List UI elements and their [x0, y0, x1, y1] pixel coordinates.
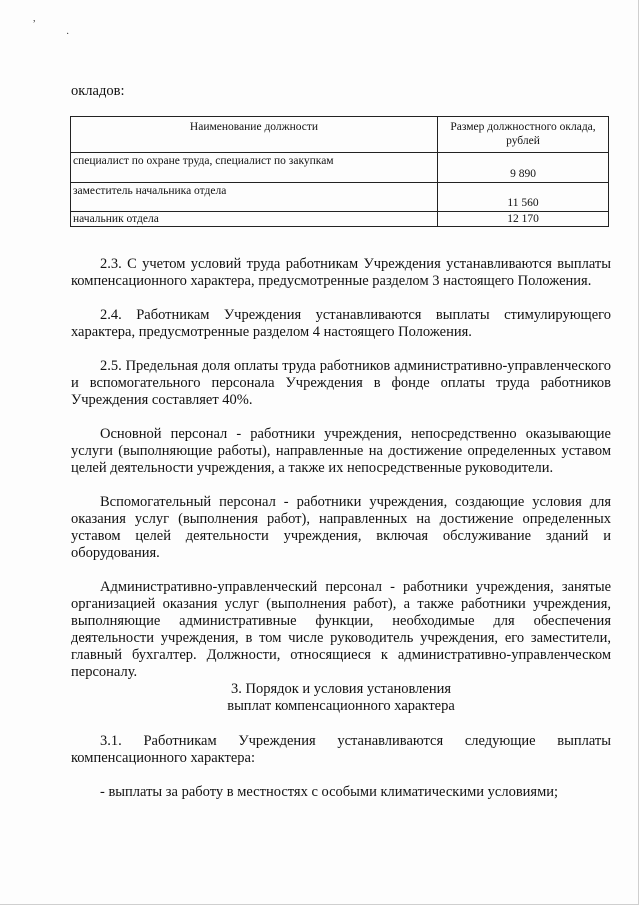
table-row	[71, 212, 609, 227]
cell-position: заместитель начальника отдела	[71, 183, 438, 212]
paragraph-main-staff: Основной персонал - работники учреждения, непосредственно оказывающие услуги (выполняющие работы), направленные на достижение определенных уставом целей деятельности учреждения, а также их непосредственные руководители.	[71, 426, 611, 476]
lead-text: окладов:	[71, 83, 125, 99]
section-title-line1: 3. Порядок и условия установления	[230, 681, 452, 697]
paragraph-3-1: 3.1. Работникам Учреждения устанавливаются следующие выплаты компенсационного характера:	[71, 733, 611, 766]
paragraph-2-4: 2.4. Работникам Учреждения устанавливаются выплаты стимулирующего характера, предусмотренные разделом 4 настоящего Положения.	[71, 307, 611, 340]
bullet-item: - выплаты за работу в местностях с особыми климатическими условиями;	[100, 784, 559, 800]
section-heading	[71, 681, 611, 715]
scan-speck: ,	[33, 13, 36, 24]
cell-position: начальник отдела	[71, 212, 438, 227]
salary-table	[70, 116, 609, 227]
document-body	[71, 256, 611, 801]
column-header-salary: Размер должностного оклада, рублей	[438, 117, 609, 153]
column-header-position: Наименование должности	[71, 117, 438, 153]
section-title-line2: выплат компенсационного характера	[227, 698, 455, 714]
cell-salary: 9 890	[438, 153, 609, 183]
cell-salary: 12 170	[438, 212, 609, 227]
paragraph-admin-staff: Административно-управленческий персонал - работники учреждения, занятые организацией оказания услуг (выполнения работ), а также работники учреждения, выполняющие административные функции, необходимые для обеспечения деятельности учреждения, в том числе руководитель учреждения, его заместители, главный бухгалтер. Должности, относящиеся к административно-управленческом персоналу.	[71, 579, 611, 680]
table-row	[71, 183, 609, 212]
cell-salary: 11 560	[438, 183, 609, 212]
cell-position: специалист по охране труда, специалист по закупкам	[71, 153, 438, 183]
table-header-row	[71, 117, 609, 153]
paragraph-2-5: 2.5. Предельная доля оплаты труда работников административно-управленческого и вспомогательного персонала Учреждения в фонде оплаты труда работников Учреждения составляет 40%.	[71, 358, 611, 408]
paragraph-2-3: 2.3. С учетом условий труда работникам Учреждения устанавливаются выплаты компенсационного характера, предусмотренные разделом 3 настоящего Положения.	[71, 256, 611, 289]
scan-speck: ·	[66, 29, 70, 40]
table-row	[71, 153, 609, 183]
paragraph-support-staff: Вспомогательный персонал - работники учреждения, создающие условия для оказания услуг (выполнения работ), направленных на достижение определенных уставом целей деятельности учреждения, включая обслуживание зданий и оборудования.	[71, 494, 611, 561]
